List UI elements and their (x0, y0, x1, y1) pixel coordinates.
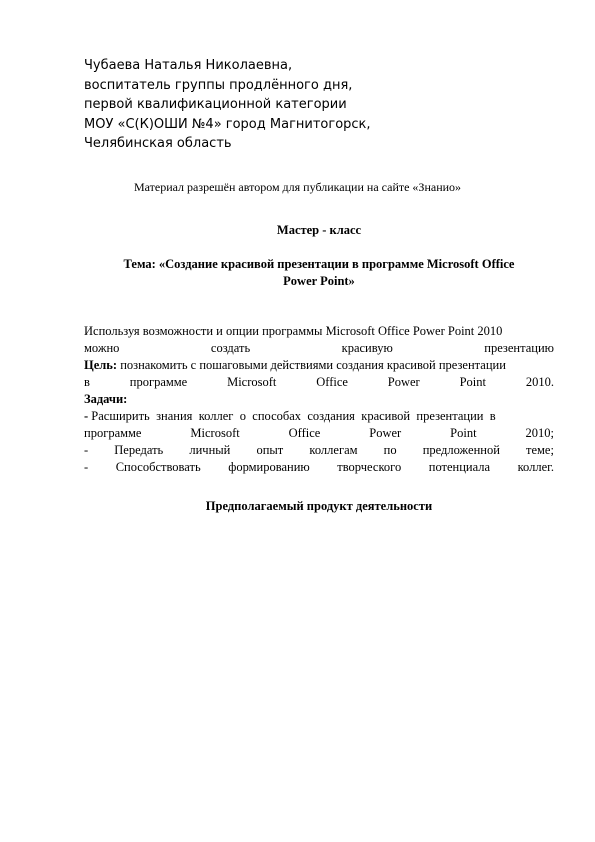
word: коллег. (517, 460, 554, 474)
task-1-line-2 (84, 425, 554, 442)
author-block (84, 56, 371, 154)
word: личный (189, 443, 231, 457)
word: предложенной (422, 443, 500, 457)
permission-note: Материал разрешён автором для публикации на сайте «Знанио» (133, 180, 462, 194)
word: Office (288, 426, 321, 440)
topic-line-1: Тема: «Создание красивой презентации в программе Microsoft Office (123, 257, 515, 271)
word: красивую (341, 341, 393, 355)
topic-heading (84, 256, 554, 290)
word: творческого (337, 460, 402, 474)
task-1-dash: - (84, 409, 92, 423)
task-3-line (84, 459, 554, 476)
word: Power (387, 375, 420, 389)
master-class-heading: Мастер - класс (276, 223, 362, 237)
word: - (84, 443, 89, 457)
word: Office (316, 375, 348, 389)
word: - (84, 460, 89, 474)
word: презентацию (484, 341, 554, 355)
word: по (383, 443, 397, 457)
topic-line-2: Power Point» (283, 274, 355, 288)
word: Point (450, 426, 477, 440)
task-2-line (84, 442, 554, 459)
intro-line-1: Используя возможности и опции программы Microsoft Office Power Point 2010 (84, 324, 503, 338)
tasks-label-line (84, 391, 554, 408)
word: создать (210, 341, 251, 355)
word: программе (129, 375, 188, 389)
word: программе (84, 426, 142, 440)
word: опыт (256, 443, 284, 457)
word: теме; (526, 443, 554, 457)
goal-text: познакомить с пошаговыми действиями создания красивой презентации (117, 358, 506, 372)
task-1-line-1-text: Расширить знания коллег о способах создания красивой презентации в (91, 409, 496, 423)
product-heading: Предполагаемый продукт деятельности (205, 499, 433, 513)
word: 2010; (525, 426, 554, 440)
word: Microsoft (190, 426, 240, 440)
goal-line-1 (84, 357, 554, 374)
word: Power (369, 426, 402, 440)
word: Point (459, 375, 486, 389)
document-body (84, 323, 554, 476)
word: потенциала (428, 460, 491, 474)
word: формированию (228, 460, 310, 474)
word: можно (84, 341, 120, 355)
word: 2010. (525, 375, 554, 389)
word: Передать (114, 443, 164, 457)
author-region: Челябинская область (84, 136, 232, 151)
author-category: первой квалификационной категории (84, 97, 347, 112)
goal-line-2 (84, 374, 554, 391)
word: в (84, 375, 90, 389)
goal-label: Цель: (84, 358, 118, 372)
intro-line-2 (84, 340, 554, 357)
word: Microsoft (227, 375, 277, 389)
word: коллегам (309, 443, 358, 457)
tasks-label: Задачи: (84, 392, 128, 406)
author-name: Чубаева Наталья Николаевна, (84, 58, 293, 73)
task-1-text (84, 408, 496, 425)
author-position: воспитатель группы продлённого дня, (84, 77, 353, 93)
word: Способствовать (115, 460, 201, 474)
task-1-line-1 (84, 408, 554, 425)
author-school: МОУ «С(К)ОШИ №4» город Магнитогорск, (84, 116, 371, 132)
